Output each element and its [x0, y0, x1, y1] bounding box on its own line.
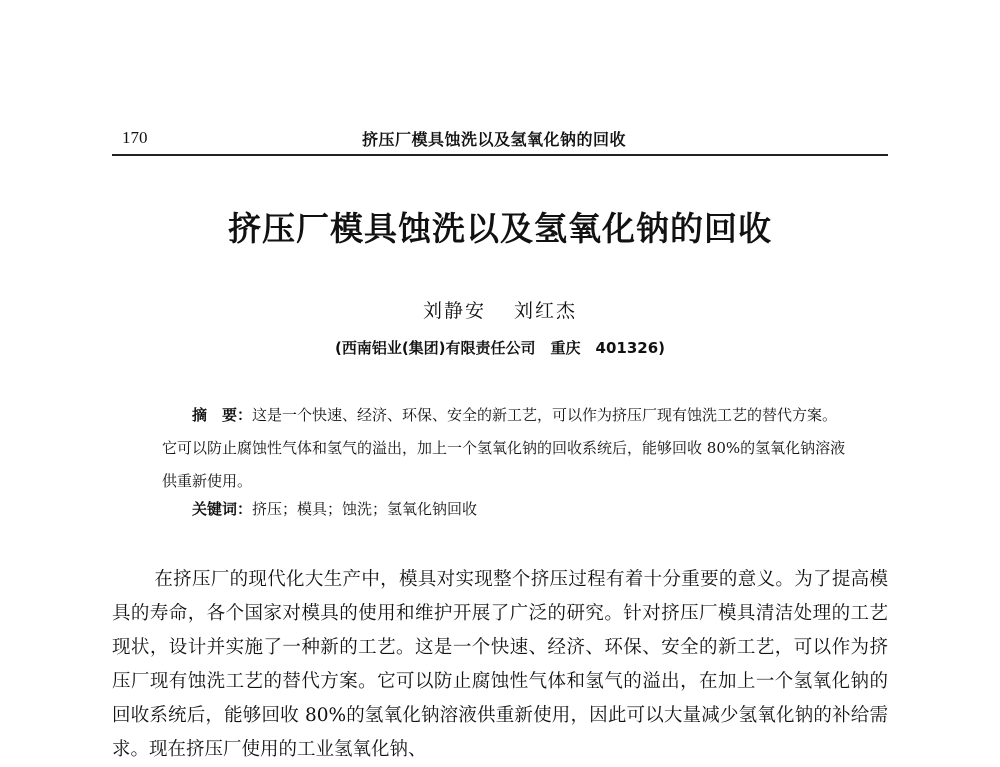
running-head	[112, 124, 888, 156]
affiliation: (西南铝业(集团)有限责任公司 重庆 401326)	[334, 339, 666, 357]
keywords	[192, 497, 852, 521]
body-paragraph	[112, 563, 888, 767]
page-number: 170	[122, 128, 148, 147]
abstract-text: 这是一个快速、经济、环保、安全的新工艺，可以作为挤压厂现有蚀洗工艺的替代方案。它可以防止腐蚀性气体和氢气的溢出，加上一个氢氧化钠的回收系统后，能够回收 80%的氢氧化钠溶液供重新使用。	[162, 406, 846, 490]
author-list	[0, 296, 1000, 323]
keywords-label: 关键词：	[192, 500, 253, 518]
abstract	[162, 399, 850, 498]
running-title: 挤压厂模具蚀洗以及氢氧化钠的回收	[362, 130, 627, 149]
abstract-label: 摘 要：	[192, 406, 253, 424]
body-text: 在挤压厂的现代化大生产中，模具对实现整个挤压过程有着十分重要的意义。为了提高模具的寿命，各个国家对模具的使用和维护开展了广泛的研究。针对挤压厂模具清洁处理的工艺现状，设计并实施了一种新的工艺。这是一个快速、经济、环保、安全的新工艺，可以作为挤压厂现有蚀洗工艺的替代方案。它可以防止腐蚀性气体和氢气的溢出，在加上一个氢氧化钠的回收系统后，能够回收 80%的氢氧化钠溶液供重新使用，因此可以大量减少氢氧化钠的补给需求。现在挤压厂使用的工业氢氧化钠、	[112, 569, 888, 760]
author-name: 刘静安	[422, 300, 486, 322]
keywords-text: 挤压；模具；蚀洗；氢氧化钠回收	[252, 500, 478, 518]
article-title: 挤压厂模具蚀洗以及氢氧化钠的回收	[228, 209, 772, 248]
header-rule	[112, 154, 888, 156]
author-name: 刘红杰	[514, 300, 578, 322]
